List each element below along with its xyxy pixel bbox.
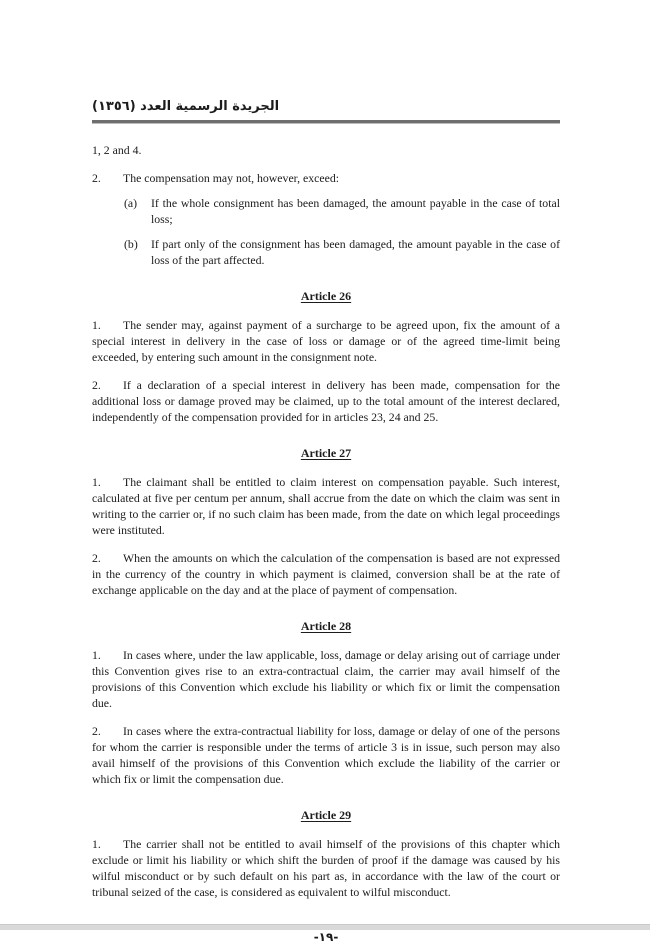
paragraph-text: The claimant shall be entitled to claim interest on compensation payable. Such interest, calculated at five per centum per annum, shall accrue from the date on which the claim was sent in writing to the carrier or, if no such claim has been made, from the date on which legal proceedings were instituted.: [92, 475, 560, 537]
paragraph-number: 2.: [92, 171, 101, 185]
article-26-paragraph-2: [92, 377, 560, 425]
article-29-title: Article 29: [300, 808, 352, 822]
article-27-paragraph-1: [92, 474, 560, 538]
document-footer: [92, 930, 560, 944]
paragraph-number: 2.: [92, 551, 101, 565]
list-item-a: [92, 195, 560, 227]
article-28-title: Article 28: [300, 619, 352, 633]
article-26-title: Article 26: [300, 289, 352, 303]
paragraph-text: When the amounts on which the calculation of the compensation is based are not expressed in the currency of the country in which payment is claimed, conversion shall be at the rate of exchange applicable on the day and at the place of payment of compensation.: [92, 551, 560, 597]
article-28-paragraph-2: [92, 723, 560, 787]
article-28-paragraph-1: [92, 647, 560, 711]
carryover-fragment: 1, 2 and 4.: [92, 143, 142, 157]
paragraph-number: 2.: [92, 378, 101, 392]
gazette-header: [92, 98, 560, 124]
article-29-paragraph-1: [92, 836, 560, 900]
list-item-b-label: (b): [124, 237, 138, 251]
paragraph-text: The compensation may not, however, exceed:: [123, 171, 340, 185]
gazette-title-arabic: الجريدة الرسمية العدد (١٣٥٦): [92, 99, 280, 114]
paragraph-number: 2.: [92, 724, 101, 738]
list-item-a-text: If the whole consignment has been damaged, the amount payable in the case of total loss;: [151, 196, 560, 226]
paragraph-text: The sender may, against payment of a surcharge to be agreed upon, fix the amount of a special interest in delivery in the case of loss or damage or of the agreed time-limit being exceeded, by entering such amount in the consignment note.: [92, 318, 560, 364]
paragraph-text: The carrier shall not be entitled to avail himself of the provisions of this chapter which exclude or limit his liability or which shift the burden of proof if the damage was caused by his wilful misconduct or by such default on his part as, in accordance with the law of the court or tribunal seized of the case, is considered as equivalent to wilful misconduct.: [92, 837, 560, 899]
paragraph-number: 1.: [92, 648, 101, 662]
list-item-a-label: (a): [124, 196, 138, 210]
list-item-b: [92, 236, 560, 268]
paragraph-number: 1.: [92, 837, 101, 851]
document-body: [92, 142, 560, 900]
paragraph-text: In cases where the extra-contractual liability for loss, damage or delay of one of the persons for whom the carrier is responsible under the terms of article 3 is in issue, such person may also avail himself of the provisions of this Convention which exclude the liability of the carrier or which fix or limit the compensation due.: [92, 724, 560, 786]
page-number: -١٩-: [313, 930, 339, 944]
paragraph-text: If a declaration of a special interest in delivery has been made, compensation for the additional loss or damage proved may be claimed, up to the total amount of the interest declared, independently of the compensation provided for in articles 23, 24 and 25.: [92, 378, 560, 424]
paragraph-number: 1.: [92, 318, 101, 332]
paragraph-text: In cases where, under the law applicable, loss, damage or delay arising out of carriage under this Convention gives rise to an extra-contractual claim, the carrier may avail himself of the provisions of this Convention which exclude his liability or which fix or limit the compensation due.: [92, 648, 560, 710]
list-item-b-text: If part only of the consignment has been damaged, the amount payable in the case of loss of the part affected.: [151, 237, 560, 267]
article-27-paragraph-2: [92, 550, 560, 598]
scan-edge-strip: [0, 924, 650, 930]
paragraph-number: 1.: [92, 475, 101, 489]
article-26-paragraph-1: [92, 317, 560, 365]
header-rule: [92, 120, 560, 124]
intro-paragraph-2: [92, 170, 560, 186]
article-27-title: Article 27: [300, 446, 352, 460]
